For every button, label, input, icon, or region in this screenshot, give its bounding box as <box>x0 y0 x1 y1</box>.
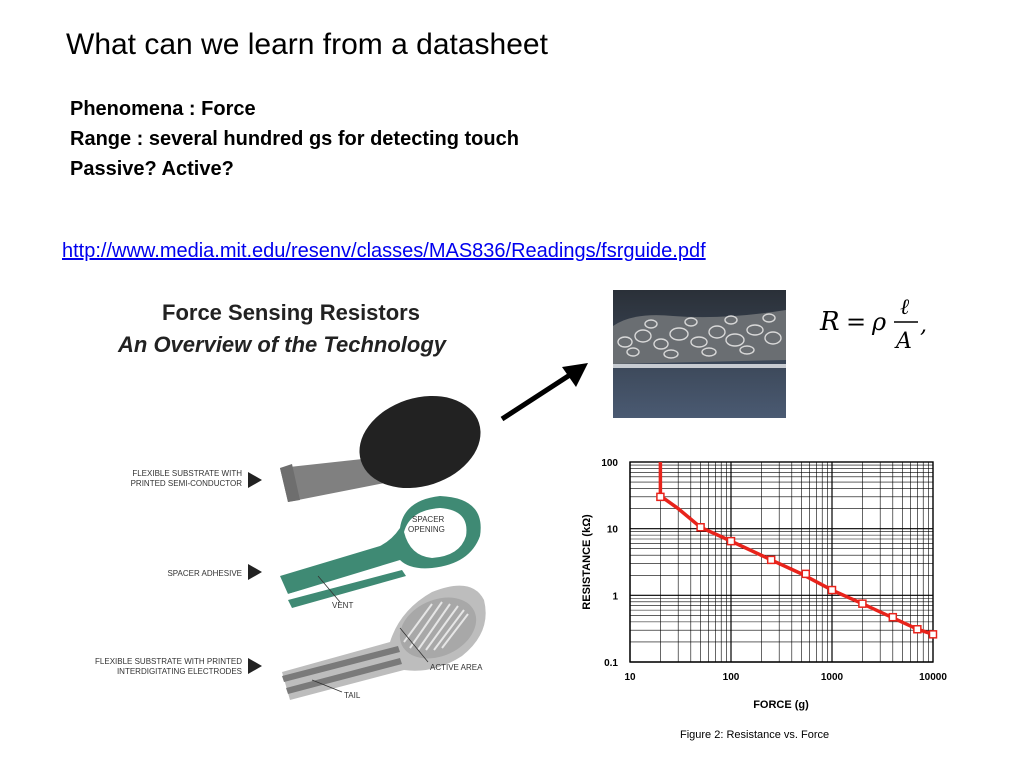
x-tick-label: 1000 <box>820 672 844 683</box>
formula-r: R <box>820 307 840 337</box>
fsr-title: Force Sensing Resistors <box>162 300 420 325</box>
semiconductor-layer <box>280 381 493 503</box>
data-point-marker <box>914 626 921 633</box>
y-tick-label: 10 <box>606 524 618 536</box>
formula-rho: ρ <box>872 308 887 336</box>
resistance-curve <box>660 462 933 634</box>
label-spacer-opening-1: SPACER <box>412 515 445 524</box>
pointer-arrow-icon <box>498 355 598 425</box>
pointer-triangle-icon <box>248 658 262 674</box>
plot-frame <box>630 462 933 662</box>
data-point-marker <box>859 600 866 607</box>
bullet-passive-active: Passive? Active? <box>70 158 234 180</box>
data-point-marker <box>930 631 937 638</box>
bullet-phenomena: Phenomena : Force <box>70 98 256 120</box>
datasheet-link[interactable]: http://www.media.mit.edu/resenv/classes/MAS836/Readings/fsrguide.pdf <box>62 240 706 262</box>
data-point-marker <box>657 493 664 500</box>
data-point-marker <box>802 570 809 577</box>
data-point-marker <box>697 524 704 531</box>
label-substrate-electrodes-2: INTERDIGITATING ELECTRODES <box>116 667 242 676</box>
y-tick-label: 1 <box>612 591 618 603</box>
bullet-range: Range : several hundred gs for detecting touch <box>70 128 519 150</box>
pointer-triangle-icon <box>248 564 262 580</box>
label-substrate-semiconductor-1: FLEXIBLE SUBSTRATE WITH <box>132 469 242 478</box>
bullet-list <box>70 94 519 184</box>
formula-comma: , <box>920 313 927 338</box>
resistance-force-chart <box>570 452 970 752</box>
label-spacer-opening-2: OPENING <box>408 525 445 534</box>
x-tick-label: 10 <box>624 672 636 683</box>
fsr-exploded-diagram <box>60 380 500 710</box>
fsr-subtitle: An Overview of the Technology <box>118 332 447 357</box>
x-tick-label: 10000 <box>919 672 947 683</box>
fsr-cross-section-photo <box>613 290 786 418</box>
label-substrate-semiconductor-2: PRINTED SEMI-CONDUCTOR <box>130 479 242 488</box>
data-point-marker <box>728 538 735 545</box>
data-point-marker <box>889 614 896 621</box>
data-point-marker <box>768 556 775 563</box>
label-spacer-adhesive: SPACER ADHESIVE <box>167 569 242 578</box>
y-tick-label: 100 <box>601 458 618 469</box>
data-point-marker <box>829 587 836 594</box>
label-tail: TAIL <box>344 691 361 700</box>
formula-denominator: A <box>896 329 912 354</box>
electrode-layer <box>282 586 486 700</box>
resistance-formula <box>818 290 938 363</box>
y-tick-label: 0.1 <box>604 658 618 669</box>
x-axis-label: FORCE (g) <box>753 699 809 711</box>
label-active-area: ACTIVE AREA <box>430 663 483 672</box>
formula-numerator: ℓ <box>900 295 910 320</box>
formula-equals: = <box>846 308 867 336</box>
y-axis-label: RESISTANCE (kΩ) <box>581 514 593 610</box>
x-tick-label: 100 <box>722 672 740 683</box>
pointer-triangle-icon <box>248 472 262 488</box>
slide-title: What can we learn from a datasheet <box>66 28 548 61</box>
chart-caption: Figure 2: Resistance vs. Force <box>680 729 830 741</box>
label-substrate-electrodes-1: FLEXIBLE SUBSTRATE WITH PRINTED <box>95 657 242 666</box>
label-vent: VENT <box>332 601 354 610</box>
